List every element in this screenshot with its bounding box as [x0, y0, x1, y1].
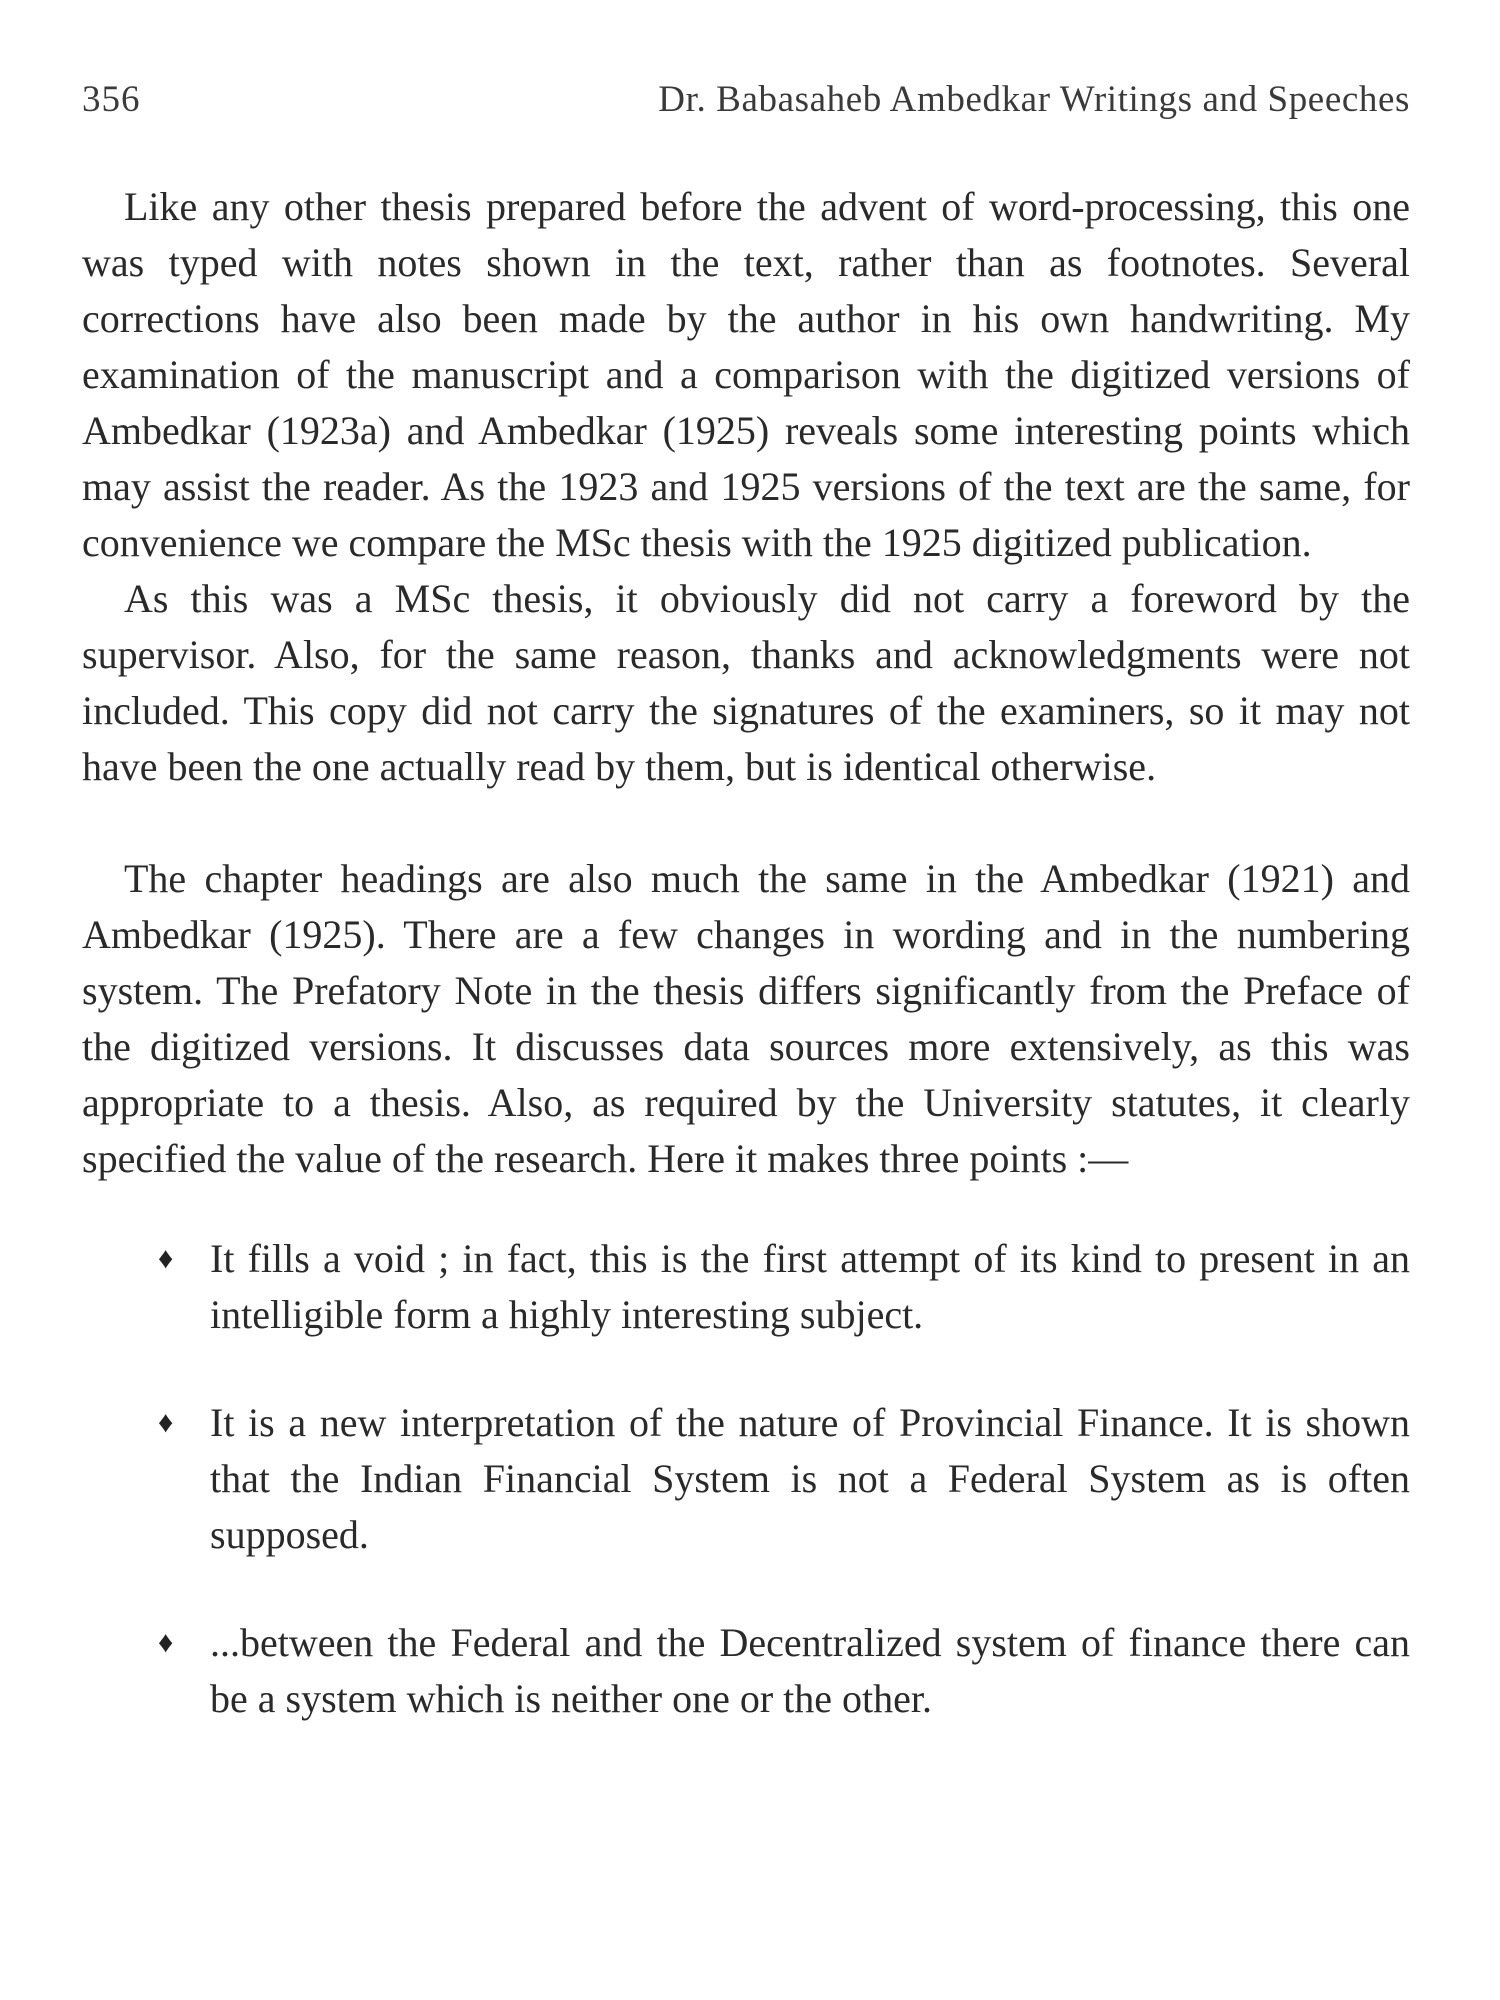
paragraph-msc-thesis: As this was a MSc thesis, it obviously did not carry a foreword by the supervisor. Also, for the same reason, thanks and acknowledgments were not included. This copy did not carry the signatures of the examiners, so it may not have been the one actually read by them, but is identical otherwise.	[82, 576, 1410, 789]
running-header	[82, 78, 1410, 121]
list-item	[158, 1231, 1410, 1343]
list-item-text: ...between the Federal and the Decentralized system of finance there can be a system which is neither one or the other.	[210, 1620, 1410, 1721]
page-number: 356	[82, 79, 141, 120]
paragraph-thesis-comparison: Like any other thesis prepared before the advent of word-processing, this one was typed with notes shown in the text, rather than as footnotes. Several corrections have also been made by the author in his own handwriting. My examination of the manuscript and a comparison with the digitized versions of Ambedkar (1923a) and Ambedkar (1925) reveals some interesting points which may assist the reader. As the 1923 and 1925 versions of the text are the same, for convenience we compare the MSc thesis with the 1925 digitized publication.	[82, 184, 1410, 565]
paragraph-chapter-headings: The chapter headings are also much the same in the Ambedkar (1921) and Ambedkar (1925). There are a few changes in wording and in the numbering system. The Prefatory Note in the thesis differs significantly from the Preface of the digitized versions. It discusses data sources more extensively, as this was appropriate to a thesis. Also, as required by the University statutes, it clearly specified the value of the research. Here it makes three points :—	[82, 856, 1410, 1181]
diamond-bullet-icon: ♦	[158, 1406, 174, 1439]
book-title: Dr. Babasaheb Ambedkar Writings and Speeches	[658, 79, 1410, 120]
list-item-text: It is a new interpretation of the nature of Provincial Finance. It is shown that the Indian Financial System is not a Federal System as is often supposed.	[210, 1400, 1410, 1557]
list-item-text: It fills a void ; in fact, this is the first attempt of its kind to present in an intelligible form a highly interesting subject.	[210, 1236, 1410, 1337]
list-item	[158, 1615, 1410, 1727]
diamond-bullet-icon: ♦	[158, 1626, 174, 1659]
list-item	[158, 1395, 1410, 1563]
paragraph-gap	[82, 795, 1410, 851]
diamond-bullet-icon: ♦	[158, 1242, 174, 1275]
value-points-list	[82, 1231, 1410, 1727]
